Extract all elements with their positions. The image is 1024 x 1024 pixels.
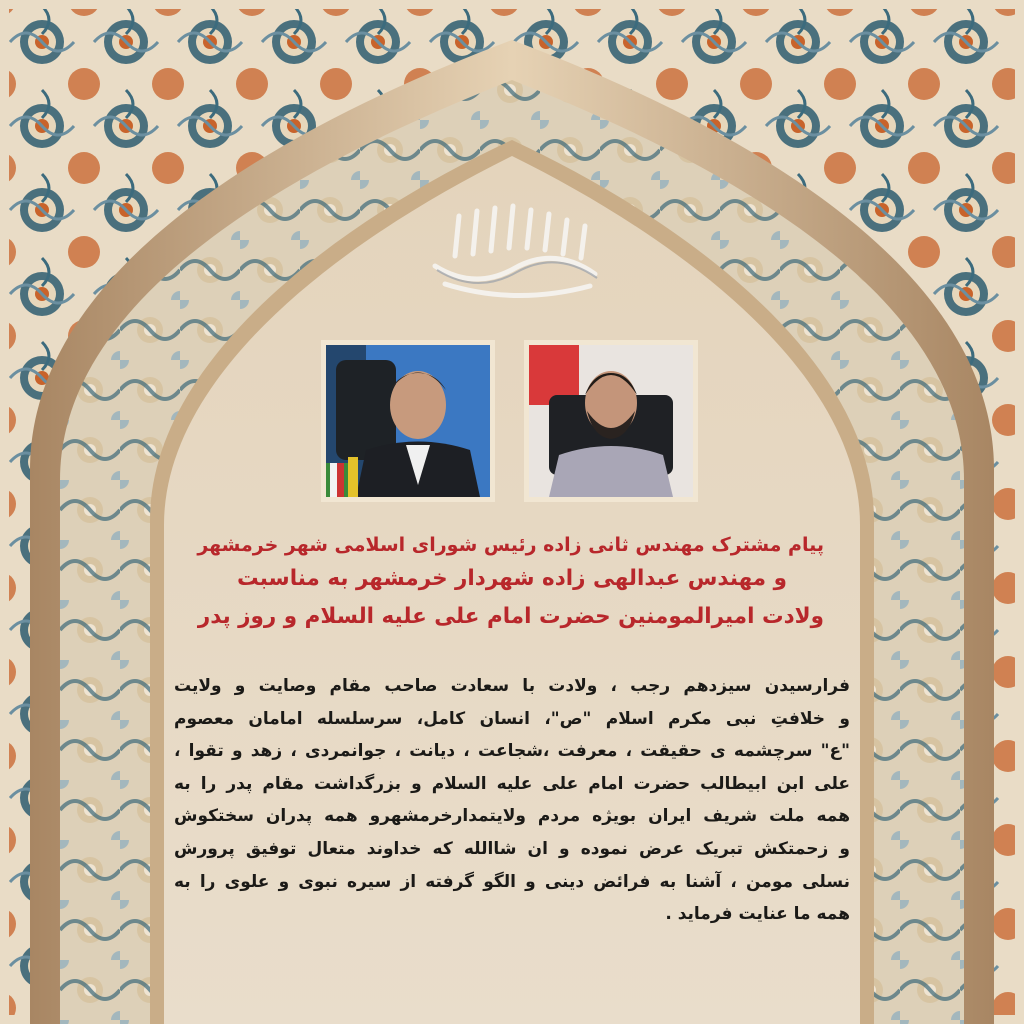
message-line: نسلی مومن ، آشنا به فرائض دینی و الگو گرفته از سیره نبوی و علوی را به [174, 871, 850, 892]
message-body [174, 670, 850, 931]
photo-man-at-desk [321, 340, 495, 502]
message-title-line-2: و مهندس عبدالهی زاده شهردار خرمشهر به مناسبت [237, 566, 787, 591]
photo-bearded-man [524, 340, 698, 502]
basmala-calligraphy-icon [415, 196, 615, 306]
message-line: همه ما عنایت فرماید . [665, 904, 850, 925]
message-line: همه ملت شریف ایران بویژه مردم ولایتمدارخرمشهرو همه پدران سختکوش [174, 806, 850, 827]
message-line: فرارسیدن سیزدهم رجب ، ولادت با سعادت صاحب مقام وصایت و ولایت [174, 676, 850, 696]
message-title-line-1: پیام مشترک مهندس ثانی زاده رئیس شورای اسلامی شهر خرمشهر [197, 534, 824, 556]
message-line: "ع" سرچشمه ی حقیقت ، معرفت ،شجاعت ، دیانت ، جوانمردی ، زهد و تقوا ، [174, 741, 850, 762]
message-line: و خلافتِ نبی مکرم اسلام "ص"، انسان کامل، سرسلسله امامان معصوم [174, 708, 850, 729]
message-title-line-3: ولادت امیرالمومنین حضرت امام علی علیه السلام و روز پدر [197, 604, 824, 629]
message-line: و زحمتکش تبریک عرض نموده و ان شاالله که خداوند متعال توفیق پرورش [174, 838, 850, 859]
message-line: علی ابن ابیطالب حضرت امام علی علیه السلام و بزرگداشت مقام پدر را به [174, 773, 850, 794]
